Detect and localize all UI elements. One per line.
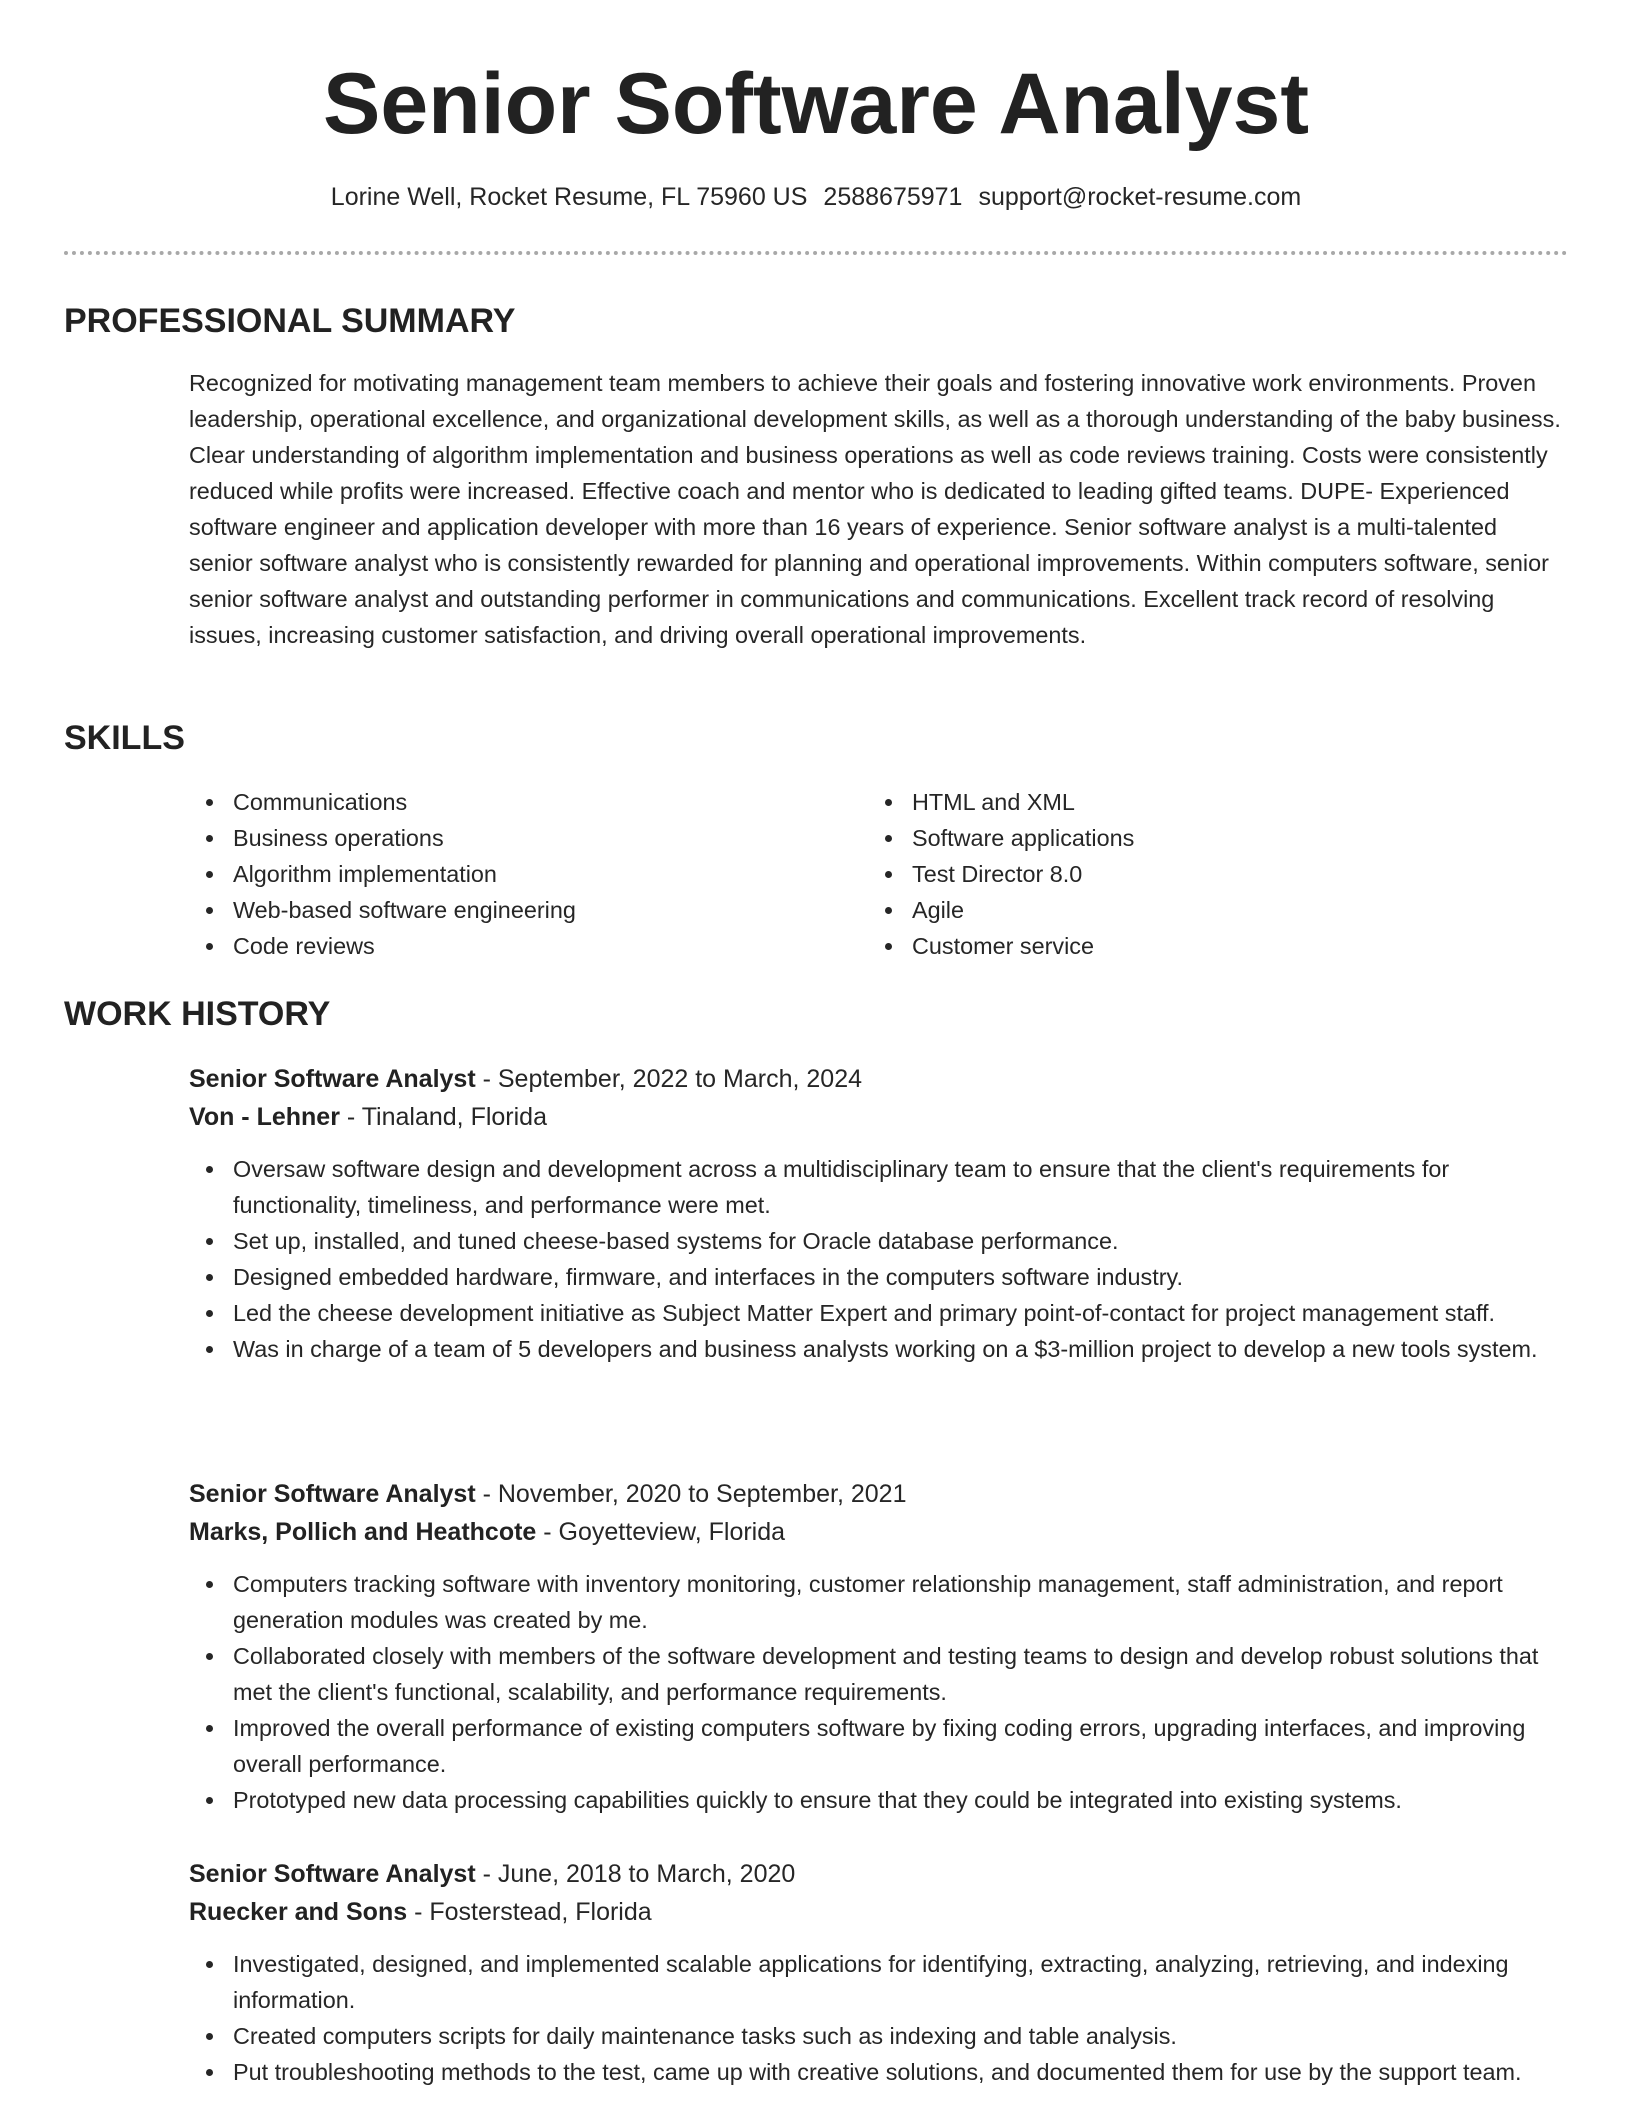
job-location: - Goyetteview, Florida: [536, 1518, 786, 1546]
skill-item: HTML and XML: [868, 784, 1508, 820]
skill-item: Business operations: [189, 820, 829, 856]
contact-email: support@rocket-resume.com: [978, 183, 1302, 211]
list-item: Improved the overall performance of existing computers software by fixing coding errors, upgrading interfaces, and improving overall performance.: [189, 1710, 1564, 1782]
list-item: Was in charge of a team of 5 developers and business analysts working on a $3-million project to develop a new tools system.: [189, 1331, 1564, 1367]
list-item: Collaborated closely with members of the software development and testing teams to design and develop robust solutions that met the client's functional, scalability, and performance requirements.: [189, 1638, 1564, 1710]
job-bullets: [189, 1151, 1564, 1367]
skill-item: Code reviews: [189, 928, 829, 964]
job-location: - Fosterstead, Florida: [407, 1898, 652, 1926]
list-item: Prototyped new data processing capabilities quickly to ensure that they could be integrated into existing systems.: [189, 1782, 1564, 1818]
contact-line: [0, 180, 1632, 214]
job-entry: [189, 1475, 1564, 1818]
job-dates: - June, 2018 to March, 2020: [475, 1860, 796, 1888]
skill-item: Test Director 8.0: [868, 856, 1508, 892]
contact-address: Lorine Well, Rocket Resume, FL 75960 US: [330, 183, 808, 211]
job-role: Senior Software Analyst: [189, 1860, 476, 1888]
header-divider: [64, 251, 1568, 255]
skill-item: Agile: [868, 892, 1508, 928]
job-company-line: [189, 1513, 1564, 1551]
summary-text: Recognized for motivating management team members to achieve their goals and fostering innovative work environments. Proven leadership, operational excellence, and organizational development skills, as well as a thorough understanding of the baby business. Clear understanding of algorithm implementation and business operations as well as code reviews training. Costs were consistently reduced while profits were increased. Effective coach and mentor who is dedicated to leading gifted teams. DUPE- Experienced software engineer and application developer with more than 16 years of experience. Senior software analyst is a multi-talented senior software analyst who is consistently rewarded for planning and operational improvements. Within computers software, senior senior software analyst and outstanding performer in communications and communications. Excellent track record of resolving issues, increasing customer satisfaction, and driving overall operational improvements.: [189, 370, 1561, 648]
list-item: Designed embedded hardware, firmware, and interfaces in the computers software industry.: [189, 1259, 1564, 1295]
job-bullets: [189, 1566, 1564, 1818]
job-company-line: [189, 1893, 1564, 1931]
summary-heading: PROFESSIONAL SUMMARY: [64, 302, 516, 340]
skills-list-left: [189, 784, 829, 964]
job-company-line: [189, 1098, 1564, 1136]
job-company: Von - Lehner: [189, 1103, 340, 1131]
job-role: Senior Software Analyst: [189, 1065, 476, 1093]
job-bullets: [189, 1946, 1564, 2090]
job-location: - Tinaland, Florida: [339, 1103, 547, 1131]
list-item: Led the cheese development initiative as Subject Matter Expert and primary point-of-contact for project management staff.: [189, 1295, 1564, 1331]
skill-item: Communications: [189, 784, 829, 820]
list-item: Set up, installed, and tuned cheese-based systems for Oracle database performance.: [189, 1223, 1564, 1259]
list-item: Put troubleshooting methods to the test, came up with creative solutions, and documented them for use by the support team.: [189, 2054, 1564, 2090]
job-company: Marks, Pollich and Heathcote: [189, 1518, 537, 1546]
work-history-heading: WORK HISTORY: [64, 995, 331, 1033]
job-role: Senior Software Analyst: [189, 1480, 476, 1508]
job-dates: - November, 2020 to September, 2021: [475, 1480, 907, 1508]
skill-item: Software applications: [868, 820, 1508, 856]
job-title-line: [189, 1060, 1564, 1098]
job-title-line: [189, 1855, 1564, 1893]
list-item: Oversaw software design and development across a multidisciplinary team to ensure that the client's requirements for functionality, timeliness, and performance were met.: [189, 1151, 1564, 1223]
skill-item: Algorithm implementation: [189, 856, 829, 892]
job-title-line: [189, 1475, 1564, 1513]
skill-item: Customer service: [868, 928, 1508, 964]
skills-heading: SKILLS: [64, 719, 185, 757]
list-item: Computers tracking software with inventory monitoring, customer relationship management, staff administration, and report generation modules was created by me.: [189, 1566, 1564, 1638]
skill-item: Web-based software engineering: [189, 892, 829, 928]
job-entry: [189, 1855, 1564, 2090]
skills-list-right: [868, 784, 1508, 964]
list-item: Investigated, designed, and implemented scalable applications for identifying, extracting, analyzing, retrieving, and indexing information.: [189, 1946, 1564, 2018]
job-entry: [189, 1060, 1564, 1367]
page-title: Senior Software Analyst: [322, 56, 1310, 152]
job-dates: - September, 2022 to March, 2024: [475, 1065, 862, 1093]
job-company: Ruecker and Sons: [189, 1898, 408, 1926]
list-item: Created computers scripts for daily maintenance tasks such as indexing and table analysis.: [189, 2018, 1564, 2054]
contact-phone: 2588675971: [823, 183, 963, 211]
